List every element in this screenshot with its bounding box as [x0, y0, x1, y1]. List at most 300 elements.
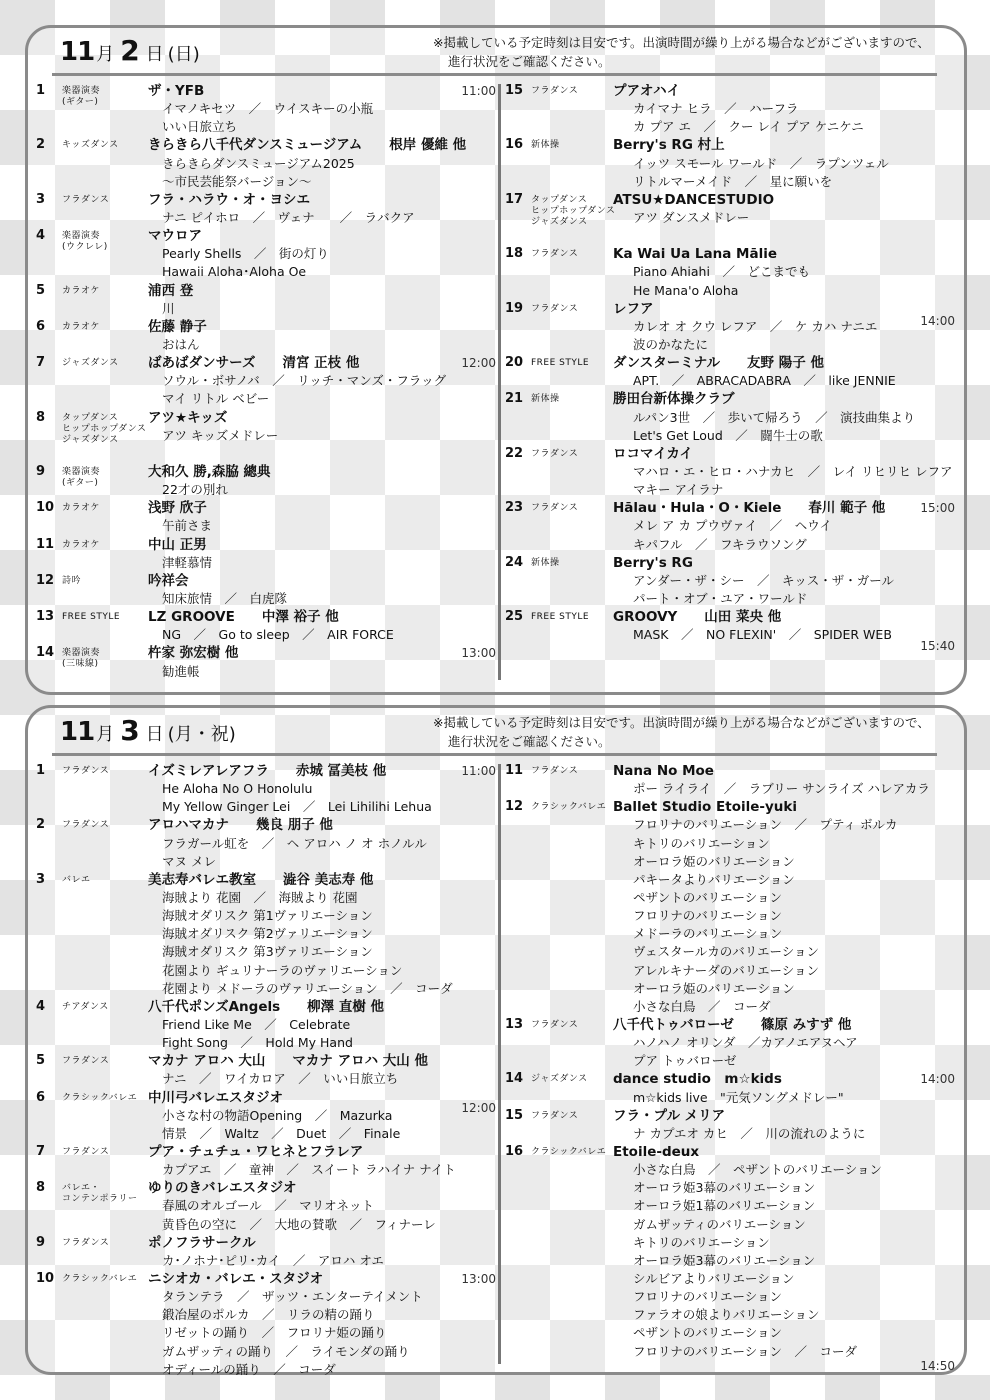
entry-program: オーロラ姫1幕のバリエーション [633, 1198, 816, 1214]
entry-title: Ballet Studio Etoile-yuki [613, 799, 797, 816]
entry-program: いい日旅立ち [162, 119, 238, 135]
entry-program: キトリのバリエーション [633, 1234, 770, 1250]
entry-title: マウロア [148, 228, 202, 245]
entry-number: 5 [36, 282, 46, 298]
entry-time: 14:00 [920, 1072, 955, 1087]
entry-category: 楽器演奏 (ウクレレ) [62, 231, 108, 253]
entry-number: 15 [505, 1107, 524, 1123]
entry-program: 小さな白鳥 ／ ペザントのバリエーション [633, 1162, 883, 1178]
entry-category: ジャズダンス [62, 358, 119, 369]
entry-program: MASK ／ NO FLEXIN' ／ SPIDER WEB [633, 627, 892, 643]
program-entry [36, 1052, 496, 1088]
entry-title: プアオハイ [613, 83, 681, 99]
entry-title: アロハマカナ 幾良 朋子 他 [148, 817, 333, 834]
entry-title: ゆりのきバレエスタジオ [148, 1180, 297, 1197]
entry-program: ガムザッティの踊り ／ ライモンダの踊り [162, 1343, 410, 1359]
entry-program: メドーラのバリエーション [633, 926, 783, 942]
entry-program: フロリナのバリエーション ／ プティ ボルカ [633, 817, 898, 833]
entry-title-line [505, 445, 955, 463]
entry-category: クラシックバレエ [531, 1146, 607, 1157]
entry-title: 八千代ポンズAngels 柳澤 直樹 他 [148, 998, 385, 1015]
entry-category: FREE STYLE [62, 612, 121, 623]
entry-category: ジャズダンス [531, 1074, 588, 1085]
entry-title: Etoile-deux [613, 1143, 700, 1160]
entry-time: 12:00 [461, 1101, 496, 1116]
program-entry [36, 499, 496, 535]
entry-category: フラダンス [531, 766, 579, 776]
entry-program: アツ ダンスメドレー [633, 209, 750, 225]
entry-time: 11:00 [461, 764, 496, 778]
entry-program [505, 1361, 955, 1379]
entry-number: 13 [505, 1016, 524, 1032]
entry-program: フロリナのバリエーション [633, 1289, 783, 1305]
entry-title-line [505, 390, 955, 408]
entry-title-line [36, 1270, 496, 1288]
entry-category: カラオケ [62, 285, 100, 296]
entry-program: ポー ライライ ／ ラブリー サンライズ ハレアカラ [633, 781, 930, 797]
program-entry [36, 644, 496, 680]
entry-program: 波のかなたに [633, 336, 709, 352]
entry-title-line [36, 871, 496, 889]
entry-category: 新体操 [531, 140, 560, 151]
entry-program: 小さな白鳥 ／ コーダ [633, 998, 771, 1014]
entry-category: フラダンス [531, 249, 579, 260]
entry-title-line [36, 608, 496, 626]
program-column-right [505, 82, 955, 654]
entry-program: 花園より ギュリナーラのヴァリエーション [162, 962, 403, 978]
entry-title-line [36, 318, 496, 336]
entry-number: 24 [505, 554, 524, 570]
entry-number: 3 [36, 191, 46, 207]
entry-title: 杵家 弥宏樹 他 [148, 645, 239, 662]
column-divider [498, 84, 501, 680]
entry-title-line [505, 608, 955, 626]
entry-program [36, 445, 496, 463]
entry-title: Berry's RG [613, 554, 693, 571]
entry-time: 11:00 [461, 84, 496, 98]
entry-program: 海賊オダリスク 第3ヴァリエーション [162, 944, 373, 960]
entry-number: 3 [36, 871, 46, 887]
entry-number: 23 [505, 500, 524, 516]
entry-title: プア・チュチュ・ワヒネとフラレア [148, 1143, 364, 1160]
entry-number: 2 [36, 817, 46, 833]
entry-title: 大和久 勝,森脇 總典 [148, 463, 271, 480]
entry-time: 12:00 [461, 356, 496, 371]
entry-program: He Mana'o Aloha [633, 282, 739, 298]
entry-category: FREE STYLE [531, 358, 590, 369]
entry-category: クラシックバレエ [531, 802, 607, 813]
entry-program: ナニ ／ ワイカロア ／ いい日旅立ち [162, 1071, 399, 1087]
entry-category: 楽器演奏 (ギター) [62, 466, 101, 488]
entry-title: LZ GROOVE 中澤 裕子 他 [148, 609, 339, 626]
entry-number: 15 [505, 83, 524, 98]
entry-category: フラダンス [62, 1237, 110, 1248]
entry-title: GROOVY 山田 菜央 他 [613, 609, 782, 626]
entry-program: My Yellow Ginger Lei ／ Lei Lihilihi Lehua [162, 799, 432, 815]
entry-category: バレエ [62, 874, 91, 885]
program-entry [505, 445, 955, 499]
entry-category: バレエ・ コンテンポラリー [62, 1183, 138, 1205]
entry-program: おはん [162, 336, 200, 352]
entry-title: Berry's RG 村上 [613, 137, 725, 154]
entry-program: アンダー・ザ・シー ／ キッス・ザ・ガール [633, 572, 895, 588]
program-entry [36, 318, 496, 354]
entry-title-line [505, 762, 955, 780]
entry-program: タランテラ ／ ザッツ・エンターテイメント [162, 1289, 423, 1305]
entry-program: ハノハノ オリンダ ／カアノエアヌヘア [633, 1035, 858, 1051]
entry-number: 6 [36, 318, 46, 334]
entry-title-line [505, 1143, 955, 1161]
date-month: 11 [60, 717, 95, 747]
entry-title: フラ・ハラウ・オ・ヨシエ [148, 191, 310, 208]
program-entry [505, 136, 955, 190]
entry-title-line [505, 1070, 955, 1088]
entry-program: ヴェスタールカのバリエーション [633, 944, 820, 960]
entry-time: 15:00 [920, 501, 955, 516]
entry-number: 21 [505, 391, 524, 407]
entry-program: カイマナ ヒラ ／ ハーフラ [633, 101, 799, 117]
date-weekday: (日) [167, 44, 200, 65]
program-entry [36, 816, 496, 870]
entry-number: 22 [505, 445, 524, 461]
entry-program: ペザントのバリエーション [633, 889, 783, 905]
note-line-2: 進行状況をご確認ください。 [448, 54, 611, 69]
entry-program: 勧進帳 [162, 663, 200, 679]
note-line-1: ※掲載している予定時刻は目安です。出演時間が繰り上がる場合などがございますので、 [433, 35, 930, 50]
entry-title-line [505, 554, 955, 572]
entry-number: 12 [505, 799, 524, 815]
entry-title-line [36, 536, 496, 554]
entry-number: 14 [36, 645, 55, 661]
entry-title-line [505, 499, 955, 517]
entry-program: 情景 ／ Waltz ／ Duet ／ Finale [162, 1125, 401, 1141]
entry-program: APT. ／ ABRACADABRA ／ like JENNIE [633, 373, 896, 389]
entry-program: 花園より メドーラのヴァリエーション ／ コーダ [162, 980, 453, 996]
entry-title-line [36, 191, 496, 209]
entry-program: フラガール虹を ／ ヘ アロハ ノ オ ホノルル [162, 835, 427, 851]
entry-program: 海賊オダリスク 第1ヴァリエーション [162, 908, 373, 924]
entry-program: アレルキナーダのバリエーション [633, 962, 819, 978]
date-day-label: 日 [145, 724, 164, 745]
program-entry [36, 871, 496, 998]
entry-program: キトリのバリエーション [633, 835, 770, 851]
program-entry [36, 1234, 496, 1270]
entry-title-line [36, 354, 496, 372]
entry-title: Ka Wai Ua Lana Mālie [613, 246, 777, 263]
program-entry [36, 572, 496, 608]
program-entry [36, 409, 496, 463]
program-entry [505, 608, 955, 654]
entry-title: Nana No Moe [613, 763, 714, 779]
entry-title: ばあばダンサーズ 清宮 正枝 他 [148, 355, 360, 372]
entry-title: きらきら八千代ダンスミュージアム 根岸 優維 他 [148, 137, 467, 154]
program-entry [505, 554, 955, 608]
entry-program: カレオ オ クウ レフア ／ ケ カハ ナニエ [633, 318, 878, 334]
schedule-day-nov2 [25, 25, 967, 695]
date-day: 2 [120, 34, 140, 67]
entry-program: プア トゥバローゼ [633, 1053, 737, 1069]
entry-program: フロリナのバリエーション ／ コーダ [633, 1343, 858, 1359]
entry-category: フラダンス [531, 1110, 579, 1121]
entry-title-line [36, 82, 496, 107]
program-entry [36, 136, 496, 190]
entry-program: きらきらダンスミュージアム2025 [162, 155, 355, 171]
entry-category: フラダンス [62, 766, 110, 776]
entry-title: 吟祥会 [148, 572, 189, 589]
entry-category: カラオケ [62, 321, 100, 332]
entry-program: フロリナのバリエーション [633, 908, 783, 924]
program-entry [36, 1143, 496, 1179]
entry-program: 小さな村の物語Opening ／ Mazurka [162, 1107, 393, 1123]
entry-title-line [36, 1143, 496, 1161]
entry-number: 5 [36, 1053, 46, 1069]
entry-number: 4 [36, 998, 46, 1014]
entry-title-line [36, 1234, 496, 1252]
entry-category: キッズダンス [62, 140, 119, 151]
entry-program: マイ リトル ベビー [162, 391, 270, 407]
note-line-2: 進行状況をご確認ください。 [448, 734, 611, 749]
entry-title-line [505, 82, 955, 100]
entry-program: マヌ メレ [162, 853, 216, 869]
entry-number: 11 [36, 536, 55, 552]
entry-category: フラダンス [531, 86, 579, 96]
entry-program: 川 [162, 300, 175, 316]
entry-time: 13:00 [461, 1271, 496, 1286]
program-entry [505, 798, 955, 1016]
note-line-1: ※掲載している予定時刻は目安です。出演時間が繰り上がる場合などがございますので、 [433, 715, 930, 730]
schedule-day-nov3 [25, 705, 967, 1375]
entry-program: ソウル・ボサノバ ／ リッチ・マンズ・フラッグ [162, 373, 447, 389]
entry-program: m☆kids live "元気ソングメドレー" [633, 1089, 844, 1105]
entry-program: オーロラ姫のバリエーション [633, 853, 795, 869]
entry-title-line [36, 816, 496, 834]
date-month: 11 [60, 37, 95, 67]
program-entry [505, 82, 955, 136]
program-entry [505, 1016, 955, 1070]
header-divider [52, 73, 937, 76]
entry-title-line [36, 282, 496, 300]
entry-program: ～市民芸能祭バージョン～ [162, 173, 312, 189]
entry-category: フラダンス [531, 303, 579, 314]
entry-category: 新体操 [531, 557, 560, 568]
entry-program [505, 227, 955, 245]
entry-program: 午前さま [162, 518, 213, 534]
entry-title-line [505, 1107, 955, 1125]
date-month-label: 月 [96, 44, 115, 65]
entry-category: フラダンス [531, 1019, 579, 1030]
entry-number: 16 [505, 1143, 524, 1159]
entry-number: 4 [36, 228, 46, 244]
entry-category: タップダンス ヒップホップダンス ジャズダンス [62, 412, 147, 445]
entry-title: ポノフラサークル [148, 1234, 256, 1251]
entry-title: ザ・YFB [148, 83, 205, 99]
entry-number: 13 [36, 609, 55, 625]
date-day: 3 [120, 714, 140, 747]
entry-program: オーロラ姫3幕のバリエーション [633, 1252, 816, 1268]
entry-number: 12 [36, 572, 55, 588]
entry-number: 7 [36, 1143, 46, 1159]
program-entry [36, 1089, 496, 1143]
entry-title: ニシオカ・バレエ・スタジオ [148, 1270, 324, 1287]
entry-title-line [36, 1089, 496, 1107]
entry-number: 14 [505, 1071, 524, 1087]
entry-category: チアダンス [62, 1001, 109, 1012]
entry-title: 中山 正男 [148, 536, 207, 553]
entry-title: Hālau・Hula・O・Kiele 春川 範子 他 [613, 500, 886, 517]
entry-category: クラシックバレエ [62, 1092, 138, 1103]
entry-title: ロコマイカイ [613, 445, 693, 462]
column-divider [498, 764, 501, 1364]
entry-number: 19 [505, 300, 524, 316]
entry-program: ファラオの娘よりバリエーション [633, 1307, 820, 1323]
entry-title-line [505, 1016, 955, 1034]
entry-title-line [36, 463, 496, 488]
entry-program: Let's Get Loud ／ 闘牛士の歌 [633, 427, 823, 443]
schedule-note [433, 33, 930, 71]
entry-program: パート・オブ・ユア・ワールド [633, 590, 808, 606]
entry-category: フラダンス [62, 820, 110, 831]
entry-program: ルパン3世 ／ 歩いて帰ろう ／ 演技曲集より [633, 409, 916, 425]
program-entry [505, 1107, 955, 1143]
entry-number: 25 [505, 609, 524, 625]
entry-category: フラダンス [62, 1146, 110, 1157]
entry-program: マキー アイラナ [633, 482, 724, 498]
entry-category: フラダンス [531, 503, 579, 514]
header-divider [52, 753, 937, 756]
entry-category: カラオケ [62, 539, 100, 550]
entry-program: オーロラ姫のバリエーション [633, 980, 795, 996]
program-entry [36, 463, 496, 499]
entry-program: 22才の別れ [162, 482, 228, 498]
entry-title-line [36, 998, 496, 1016]
entry-number: 1 [36, 763, 46, 778]
entry-program: カ･ノホナ･ピリ･カイ ／ アロハ オエ [162, 1252, 384, 1268]
entry-program: シルビアよりバリエーション [633, 1270, 795, 1286]
entry-time: 14:50 [920, 1359, 955, 1374]
entry-number: 20 [505, 355, 524, 371]
entry-title-line [36, 1179, 496, 1205]
entry-category: FREE STYLE [531, 612, 590, 623]
entry-title: 浅野 欣子 [148, 500, 207, 517]
entry-title-line [36, 136, 496, 154]
schedule-note [433, 713, 930, 751]
program-entry [505, 245, 955, 299]
entry-number: 10 [36, 1270, 55, 1286]
entry-title: イズミレアレアフラ 赤城 冨美枝 他 [148, 763, 387, 779]
program-entry [36, 1179, 496, 1233]
entry-time: 15:40 [920, 639, 955, 654]
entry-title-line [36, 499, 496, 517]
entry-category: 詩吟 [62, 575, 82, 586]
entry-title: 佐藤 静子 [148, 318, 207, 335]
entry-program: 海賊より 花園 ／ 海賊より 花園 [162, 889, 358, 905]
entry-number: 18 [505, 246, 524, 262]
entry-program: アツ キッズメドレー [162, 427, 279, 443]
entry-number: 8 [36, 1180, 46, 1196]
entry-number: 9 [36, 463, 46, 479]
entry-title-line [505, 798, 955, 816]
entry-program: オーロラ姫3幕のバリエーション [633, 1180, 816, 1196]
entry-program: ナ カプエオ カヒ ／ 川の流れのように [633, 1125, 866, 1141]
program-entry [36, 82, 496, 136]
entry-program: 鍛冶屋のポルカ ／ リラの精の踊り [162, 1307, 375, 1323]
program-entry [36, 354, 496, 408]
entry-program: ガムザッティのバリエーション [633, 1216, 806, 1232]
entry-program: NG ／ Go to sleep ／ AIR FORCE [162, 627, 394, 643]
date-heading [60, 34, 200, 72]
entry-category: クラシックバレエ [62, 1273, 138, 1284]
program-entry [36, 762, 496, 816]
entry-category: 新体操 [531, 394, 560, 405]
entry-title-line [36, 572, 496, 590]
entry-time: 14:00 [920, 314, 955, 329]
entry-program: リトルマーメイド ／ 星に願いを [633, 173, 833, 189]
entry-title: 浦西 登 [148, 282, 194, 299]
entry-program: メレ ア カ プウヴァイ ／ ヘウイ [633, 518, 832, 534]
program-entry [36, 608, 496, 644]
entry-number: 6 [36, 1089, 46, 1105]
entry-category: フラダンス [62, 1056, 110, 1067]
entry-title-line [505, 245, 955, 263]
program-entry [505, 1070, 955, 1106]
program-entry [505, 354, 955, 390]
date-weekday: (月・祝) [167, 724, 236, 745]
entry-title-line [505, 300, 955, 318]
entry-program: He Aloha No O Honolulu [162, 781, 313, 797]
date-month-label: 月 [96, 724, 115, 745]
entry-program: ナニ ピイホロ ／ ヴェナ ／ ラバクア [162, 209, 415, 225]
entry-program: 知床旅情 ／ 白虎隊 [162, 590, 288, 606]
program-entry [36, 998, 496, 1052]
entry-category: フラダンス [62, 194, 110, 205]
entry-program: カプアエ ／ 童神 ／ スイート ラハイナ ナイト [162, 1162, 456, 1178]
entry-program: 海賊オダリスク 第2ヴァリエーション [162, 926, 373, 942]
entry-number: 11 [505, 763, 524, 778]
entry-program: カ プア エ ／ クー レイ プア ケニケニ [633, 119, 864, 135]
entry-title: フラ・プル メリア [613, 1107, 726, 1124]
entry-program: 春風のオルゴール ／ マリオネット [162, 1198, 375, 1214]
entry-program: ペザントのバリエーション [633, 1325, 783, 1341]
entry-number: 10 [36, 500, 55, 516]
entry-number: 9 [36, 1234, 46, 1250]
entry-number: 2 [36, 137, 46, 153]
entry-category: フラダンス [531, 448, 579, 459]
program-entry [36, 1270, 496, 1379]
program-entry [505, 1143, 955, 1379]
entry-program: Pearly Shells ／ 街の灯り [162, 246, 329, 262]
entry-program: Hawaii Aloha･Aloha Oe [162, 264, 307, 280]
program-entry [36, 191, 496, 227]
entry-program: マハロ・エ・ヒロ・ハナカヒ ／ レイ リヒリヒ レフア [633, 463, 953, 479]
entry-title-line [36, 762, 496, 780]
entry-category: 楽器演奏 (三味線) [62, 648, 101, 670]
entry-title: ダンスターミナル 友野 陽子 他 [613, 355, 824, 372]
entry-number: 17 [505, 191, 524, 207]
entry-number: 1 [36, 83, 46, 98]
program-entry [505, 390, 955, 444]
entry-program: オディールの踊り ／ コーダ [162, 1361, 336, 1377]
entry-category: 楽器演奏 (ギター) [62, 86, 101, 107]
entry-program: リゼットの踊り ／ フロリナ姫の踊り [162, 1325, 387, 1341]
program-entry [36, 282, 496, 318]
date-heading [60, 714, 236, 752]
entry-title-line [36, 227, 496, 253]
entry-title: 中川弓バレエスタジオ [148, 1089, 283, 1106]
entry-number: 7 [36, 355, 46, 371]
program-column-right [505, 762, 955, 1379]
entry-title: 勝田台新体操クラブ [613, 391, 735, 408]
entry-title: ATSU★DANCESTUDIO [613, 191, 775, 208]
